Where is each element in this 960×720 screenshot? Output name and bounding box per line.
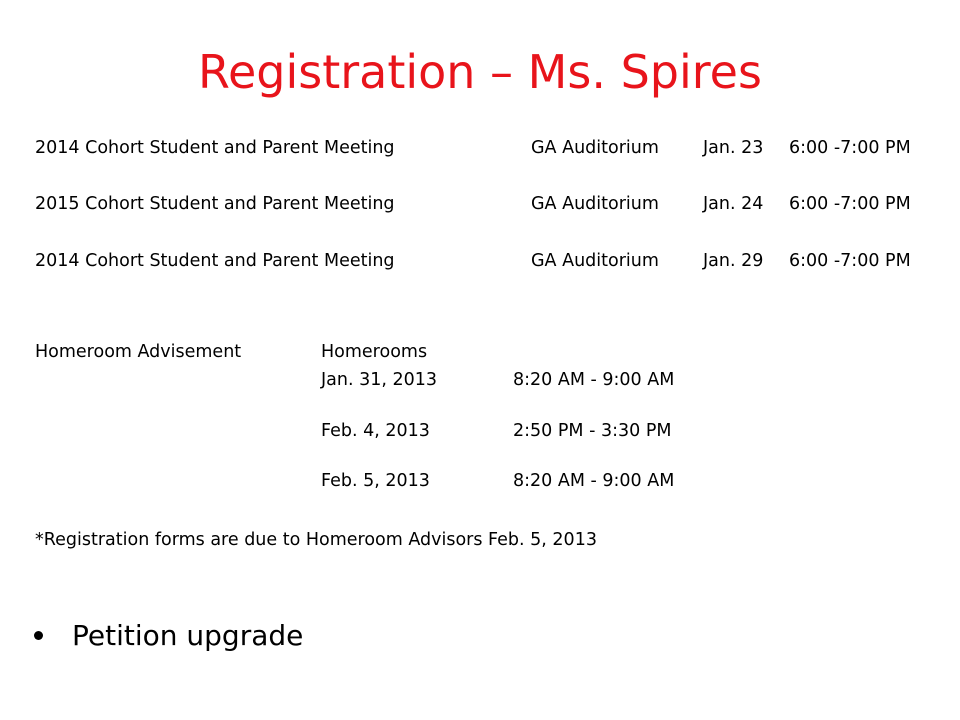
meeting-date: Jan. 29	[703, 251, 764, 271]
homeroom-heading: Homerooms	[321, 342, 428, 362]
meeting-name: 2014 Cohort Student and Parent Meeting	[35, 251, 395, 271]
meeting-date: Jan. 23	[703, 138, 764, 158]
meeting-location: GA Auditorium	[531, 194, 659, 214]
meeting-date: Jan. 24	[703, 194, 764, 214]
meeting-location: GA Auditorium	[531, 251, 659, 271]
homeroom-session-time: 8:20 AM - 9:00 AM	[513, 471, 675, 491]
meeting-time: 6:00 -7:00 PM	[789, 194, 911, 214]
homeroom-session-time: 2:50 PM - 3:30 PM	[513, 421, 672, 441]
meeting-time: 6:00 -7:00 PM	[789, 138, 911, 158]
meeting-time: 6:00 -7:00 PM	[789, 251, 911, 271]
homeroom-session-date: Jan. 31, 2013	[321, 370, 438, 390]
homeroom-session-time: 8:20 AM - 9:00 AM	[513, 370, 675, 390]
homeroom-session-date: Feb. 4, 2013	[321, 421, 430, 441]
meeting-location: GA Auditorium	[531, 138, 659, 158]
homeroom-session-date: Feb. 5, 2013	[321, 471, 430, 491]
bullet-dot-icon	[34, 631, 43, 640]
slide-title: Registration – Ms. Spires	[198, 45, 762, 99]
bullet-text: Petition upgrade	[72, 619, 304, 652]
registration-note: *Registration forms are due to Homeroom Advisors Feb. 5, 2013	[35, 530, 597, 550]
homeroom-label: Homeroom Advisement	[35, 342, 242, 362]
meeting-name: 2015 Cohort Student and Parent Meeting	[35, 194, 395, 214]
meeting-name: 2014 Cohort Student and Parent Meeting	[35, 138, 395, 158]
